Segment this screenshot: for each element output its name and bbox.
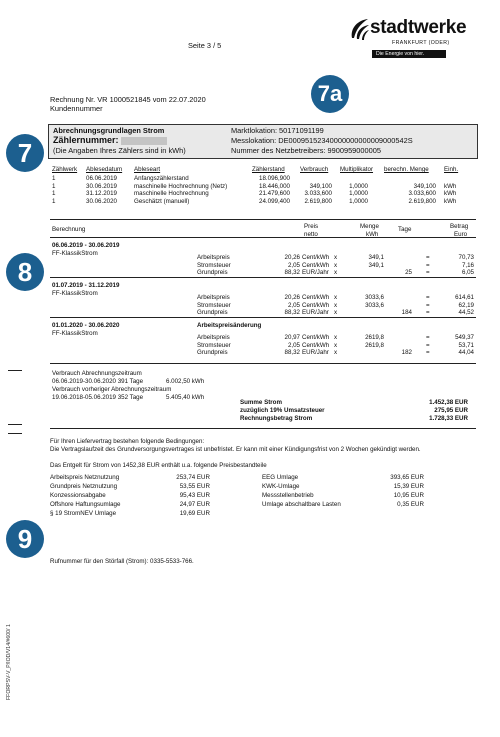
period-cell: 614,61 [455, 294, 474, 301]
calc-qty-label: Menge [360, 223, 379, 230]
billing-basis-box [48, 124, 478, 159]
logo-wordmark: stadtwerke [370, 17, 467, 38]
badge-7a: 7a [311, 75, 349, 113]
component-value: 95,43 EUR [179, 492, 210, 499]
period-cell: 2,05 [287, 341, 300, 349]
meter-cell: 1 [52, 197, 56, 205]
calc-days-label: Tage [398, 226, 412, 233]
period-cell: 7,16 [461, 261, 474, 269]
component-label: Messstellenbetrieb [262, 492, 314, 499]
period-cell: Arbeitspreis [197, 334, 230, 341]
meter-cell: 1,0000 [349, 190, 368, 198]
badge-9: 9 [6, 520, 44, 558]
period-cell: 549,37 [455, 334, 474, 341]
fold-mark [8, 370, 22, 371]
fault-hotline: Rufnummer für den Störfall (Strom): 0335-5533-766. [50, 558, 194, 565]
meter-cell: 31.12.2019 [86, 190, 117, 198]
period-cell: 6,05 [461, 269, 474, 277]
period-cell: = [426, 269, 430, 277]
meter-cell: 30.06.2020 [86, 197, 117, 205]
meter-cell: 1 [52, 175, 56, 182]
measurement-location: Messlokation: DE00095152340000000000009000542S [231, 136, 413, 145]
col-ablesedatum: Ablesedatum [86, 166, 123, 173]
period-cell: EUR/Jahr [302, 349, 329, 357]
meter-cell: 06.06.2019 [86, 175, 117, 182]
period-cell: Stromsteuer [197, 301, 231, 309]
period-cell: Grundpreis [197, 269, 228, 277]
period-cell: = [426, 261, 430, 269]
meter-cell: kWh [444, 182, 457, 190]
price-components-intro: Das Entgelt für Strom von 1452,38 EUR enthält u.a. folgende Preisbestandteile [50, 462, 267, 469]
component-label: KWK-Umlage [262, 483, 300, 490]
meter-cell: Anfangszählerstand [134, 175, 189, 182]
meter-cell: 349,100 [309, 182, 332, 190]
period-product: FF-KlassikStrom [52, 290, 98, 297]
period-cell: Cent/kWh [302, 261, 330, 269]
total-label: zuzüglich 19% Umsatzsteuer [240, 407, 325, 414]
period-cell: Arbeitspreis [197, 294, 230, 301]
period-cell: 70,73 [458, 254, 474, 261]
period-cell: = [426, 254, 430, 261]
period-cell: = [426, 301, 430, 309]
kwh-note: (Die Angaben Ihres Zählers sind in kWh) [53, 146, 186, 155]
period-range: 01.01.2020 - 30.06.2020 [52, 322, 120, 329]
period-cell: 349,1 [368, 254, 384, 261]
period-cell: 62,19 [458, 301, 474, 309]
meter-cell: 1 [52, 182, 56, 190]
redacted-meter-number [121, 137, 167, 145]
period-cell: 44,04 [458, 349, 474, 357]
meter-cell: 1,0000 [349, 197, 368, 205]
col-einheit: Einh. [444, 166, 459, 173]
period-cell: x [334, 341, 338, 349]
meter-cell: 2.619,800 [408, 197, 436, 205]
fold-mark [8, 433, 22, 434]
divider [50, 219, 476, 220]
side-print-code: FFORPSV-V_P/IOD/V14/#600/ 1 [6, 624, 12, 700]
meter-cell: 30.06.2019 [86, 182, 117, 190]
period-cell: = [426, 294, 430, 301]
period-cell: EUR/Jahr [302, 269, 329, 277]
period-cell: 2619,8 [365, 334, 384, 341]
col-verbrauch: Verbrauch [300, 166, 329, 173]
period-cell: 20,26 [284, 294, 300, 301]
meter-cell: 18.446,000 [259, 182, 290, 190]
component-value: 0,35 EUR [397, 501, 424, 508]
component-label: Konzessionsabgabe [50, 492, 106, 499]
meter-cell: Geschätzt (manuell) [134, 197, 190, 205]
period-cell: Grundpreis [197, 309, 228, 317]
period-range: 06.06.2019 - 30.06.2019 [52, 242, 120, 249]
meter-cell: 2.619,800 [304, 197, 332, 205]
period-cell: = [426, 309, 430, 317]
period-cell: 88,32 [284, 269, 300, 277]
period-cell: = [426, 341, 430, 349]
period-cell: x [334, 269, 338, 277]
period-cell: Stromsteuer [197, 341, 231, 349]
meter-cell: maschinelle Hochrechnung [134, 190, 209, 198]
meter-cell: 3.033,600 [408, 190, 436, 198]
meter-cell: 3.033,600 [304, 190, 332, 198]
market-location: Marktlokation: 50171091199 [231, 126, 324, 135]
divider [50, 428, 476, 429]
component-value: 15,39 EUR [393, 483, 424, 490]
period-cell: x [334, 349, 338, 357]
meter-number-label: Zählernummer: [53, 135, 119, 145]
meter-cell: kWh [444, 197, 457, 205]
period-cell: 88,32 [284, 349, 300, 357]
period-cell: = [426, 334, 430, 341]
period-cell: x [334, 309, 338, 317]
meter-cell: 1,0000 [349, 182, 368, 190]
period-cell: 2,05 [287, 261, 300, 269]
component-label: Umlage abschaltbare Lasten [262, 501, 341, 508]
period-cell: Arbeitspreis [197, 254, 230, 261]
calc-price-label: Preis [304, 223, 319, 230]
total-value: 1.728,33 EUR [429, 415, 468, 422]
page-number: Seite 3 / 5 [188, 41, 222, 50]
component-value: 24,97 EUR [179, 501, 210, 508]
consumption-current-label: Verbrauch Abrechnungszeitraum [52, 370, 142, 377]
consumption-previous-value: 5.405,40 kWh [166, 394, 205, 401]
component-value: 53,55 EUR [179, 483, 210, 490]
period-product: FF-KlassikStrom [52, 250, 98, 257]
total-value: 1.452,38 EUR [429, 399, 468, 406]
period-cell: = [426, 349, 430, 357]
total-value: 275,95 EUR [434, 407, 468, 414]
customer-number-label: Kundennummer [50, 104, 103, 113]
badge-8: 8 [6, 253, 44, 291]
period-cell: 44,52 [458, 309, 474, 317]
component-value: 10,95 EUR [393, 492, 424, 499]
period-cell: 2619,8 [365, 341, 384, 349]
meter-cell: 18.096,900 [259, 175, 290, 182]
component-label: EEG Umlage [262, 474, 299, 481]
period-cell: 182 [401, 349, 412, 357]
badge-7: 7 [6, 134, 44, 172]
component-value: 19,69 EUR [179, 510, 210, 517]
component-label: Grundpreis Netznutzung [50, 483, 118, 490]
component-label: Arbeitspreis Netznutzung [50, 474, 120, 481]
calc-label: Berechnung [52, 226, 86, 233]
consumption-previous-label: Verbrauch vorheriger Abrechnungszeitraum [52, 386, 172, 393]
consumption-current-period: 06.06.2019-30.06.2020 391 Tage [52, 378, 144, 385]
period-product: FF-KlassikStrom [52, 330, 98, 337]
period-cell: Cent/kWh [302, 301, 330, 309]
consumption-current-value: 6.002,50 kWh [166, 378, 205, 385]
component-value: 393,65 EUR [390, 474, 424, 481]
period-cell: EUR/Jahr [302, 309, 329, 317]
divider [50, 237, 476, 238]
period-cell: 2,05 [287, 301, 300, 309]
divider [50, 363, 476, 364]
period-cell: x [334, 294, 338, 301]
period-cell: x [334, 261, 338, 269]
period-subtitle: Arbeitspreisänderung [197, 322, 262, 329]
grid-operator-number: Nummer des Netzbetreibers: 9900959000005 [231, 146, 381, 155]
stadtwerke-logo [348, 14, 476, 62]
period-cell: Cent/kWh [302, 254, 330, 261]
calc-amount-label: Betrag [450, 223, 469, 230]
period-cell: x [334, 334, 338, 341]
meter-cell: maschinelle Hochrechnung (Netz) [134, 182, 228, 190]
period-cell: 20,97 [284, 334, 300, 341]
swirl-logo-icon [348, 16, 370, 42]
meter-cell: 349,100 [413, 182, 436, 190]
period-cell: 349,1 [368, 261, 384, 269]
meter-cell: 1 [52, 190, 56, 198]
contract-term: Die Vertragslaufzeit des Grundversorgungsvertrages ist unbefristet. Er kann mit einer Kündigungsfrist von 2 Wochen gekündigt werden. [50, 446, 421, 453]
total-label: Rechnungsbetrag Strom [240, 415, 313, 422]
calc-price-net: netto [304, 231, 318, 238]
divider [50, 317, 476, 318]
fold-mark [8, 424, 22, 425]
period-cell: Stromsteuer [197, 261, 231, 269]
calc-qty-unit: kWh [366, 231, 379, 238]
period-cell: 3033,6 [365, 294, 384, 301]
meter-cell: 21.479,600 [259, 190, 290, 198]
invoice-number: Rechnung Nr. VR 1000521845 vom 22.07.2020 [50, 95, 206, 104]
col-multiplikator: Multiplikator [340, 166, 374, 173]
logo-subtitle: FRANKFURT (ODER) [392, 40, 450, 46]
period-cell: 3033,6 [365, 301, 384, 309]
period-range: 01.07.2019 - 31.12.2019 [52, 282, 120, 289]
period-cell: 20,26 [284, 254, 300, 261]
logo-tagline: Die Energie von hier. [372, 50, 446, 58]
component-label: § 19 StromNEV Umlage [50, 510, 117, 517]
period-cell: 88,32 [284, 309, 300, 317]
divider [50, 277, 476, 278]
col-zaehlerstand: Zählerstand [252, 166, 285, 173]
period-cell: Cent/kWh [302, 334, 330, 341]
period-cell: 184 [401, 309, 412, 317]
period-cell: 25 [405, 269, 412, 277]
period-cell: Grundpreis [197, 349, 228, 357]
col-zaehlwerk: Zählwerk [52, 166, 78, 173]
col-ableseart: Ableseart [134, 166, 161, 173]
meter-cell: 24.099,400 [259, 197, 290, 205]
component-value: 253,74 EUR [176, 474, 210, 481]
period-cell: x [334, 254, 338, 261]
period-cell: 53,71 [458, 341, 474, 349]
meter-cell: kWh [444, 190, 457, 198]
total-label: Summe Strom [240, 399, 282, 406]
period-cell: Cent/kWh [302, 294, 330, 301]
period-cell: Cent/kWh [302, 341, 330, 349]
col-berechn-menge: berechn. Menge [384, 166, 429, 173]
component-label: Offshore Haftungsumlage [50, 501, 121, 508]
period-cell: x [334, 301, 338, 309]
consumption-previous-period: 19.06.2018-05.06.2019 352 Tage [52, 394, 144, 401]
calc-amount-unit: Euro [454, 231, 468, 238]
box-title: Abrechnungsgrundlagen Strom [53, 126, 165, 135]
conditions-intro: Für Ihren Liefervertrag bestehen folgende Bedingungen: [50, 438, 205, 445]
